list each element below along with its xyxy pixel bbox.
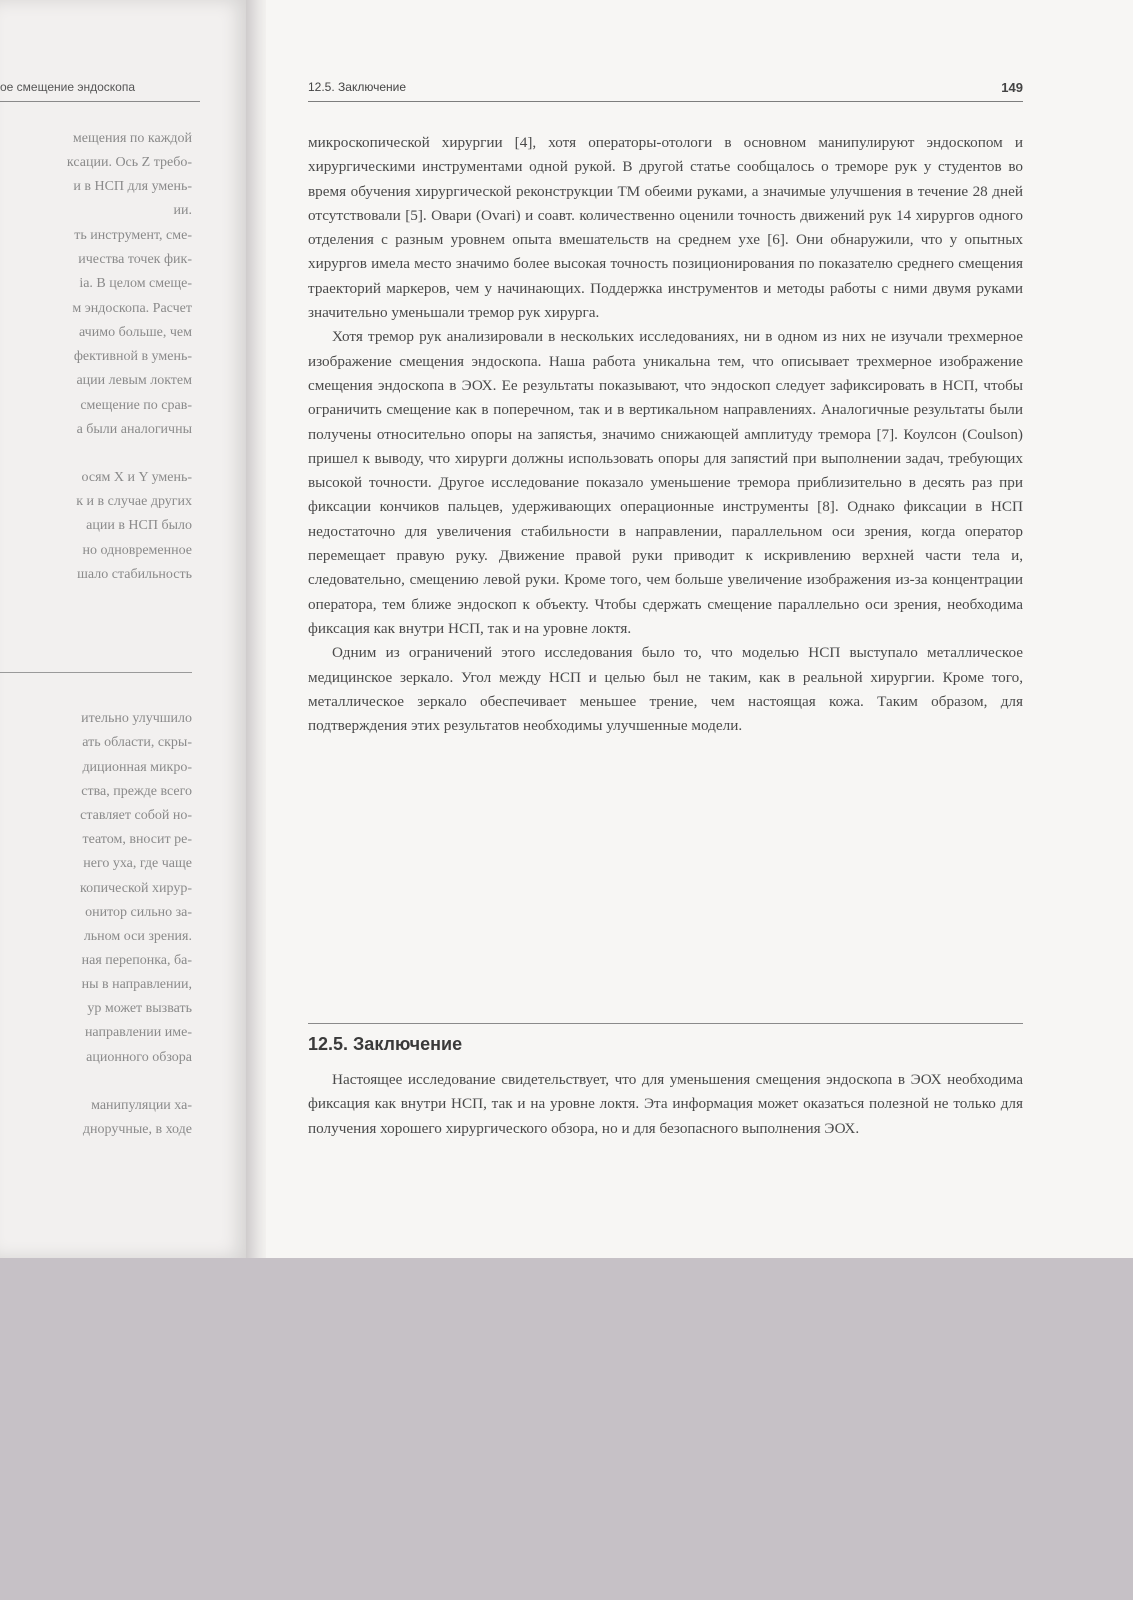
paragraph-1: микроскопической хирургии [4], хотя операторы-отологи в основном манипулируют эндоскопом и хирургическими инструментами одной рукой. В другой статье сообщалось о треморе рук у студентов во время обучения хирургической реконструкции ТМ обеими руками, а значимые улучшения в течение 28 дней отсутствовали [5]. Овари (Ovari) и соавт. количественно оценили точность движений рук 14 хирургов одного отделения с разным уровнем опыта вмешательств на среднем ухе [6]. Они обнаружили, что у опытных хирургов имела место значимо более высокая точность позиционирования по показателю среднего смещения траекторий маркеров, чем у начинающих. Поддержка инструментов и методы работы с ними двумя руками значительно уменьшали тремор рук хирурга. [308,134,1023,322]
left-text-line: осям X и Y умень- [81,470,192,485]
left-text-line: дноручные, в ходе [82,1122,192,1137]
left-text-line: копической хирур- [80,881,192,896]
left-text-line: ации левым локтем [76,373,192,388]
left-header-rule [0,101,200,102]
left-text-line: онитор сильно за- [85,905,192,920]
conclusion-paragraph: Настоящее исследование свидетельствует, что для уменьшения смещения эндоскопа в ЭОХ необходима фиксация как внутри НСП, так и на уровне локтя. Эта информация может оказаться полезной не только для получения хорошего хирургического обзора, но и для безопасного выполнения ЭОХ. [308,1071,1023,1137]
left-text-line: диционная микро- [82,760,192,775]
left-text-line: ачимо больше, чем [79,325,192,340]
left-text-line: ии. [173,203,192,218]
left-text-line: ства, прежде всего [81,784,192,799]
left-text-line: направлении име- [84,1025,192,1040]
left-text-line: ны в направлении, [81,977,192,992]
left-text-line: но одновременное [82,543,192,558]
left-text-line: и в НСП для умень- [73,179,192,194]
paragraph-3: Одним из ограничений этого исследования было то, что моделью НСП выступало металлическое медицинское зеркало. Угол между НСП и целью был не таким, как в реальной хирургии. Кроме того, металлическое зеркало обеспечивает меньшее трение, чем настоящая кожа. Таким образом, для подтверждения этих результатов необходимы улучшенные модели. [308,644,1023,735]
section-title: 12.5. Заключение [308,1034,463,1054]
left-text-line: ксации. Ось Z требо- [66,155,192,170]
left-text-line: к и в случае других [76,494,192,509]
left-text-line: а были аналогичны [76,422,192,437]
left-section-rule [0,672,192,673]
left-text-line: шало стабильность [77,567,192,582]
left-text-line: ичества точек фик- [78,252,192,267]
left-text-line: ур может вызвать [87,1001,192,1016]
left-text-line: манипуляции ха- [91,1098,192,1113]
book-gutter [246,0,268,1258]
paragraph-2: Хотя тремор рук анализировали в нескольких исследованиях, ни в одном из них не изучали трехмерное изображение смещения эндоскопа. Наша работа уникальна тем, что описывает трехмерное изображение смещения эндоскопа в ЭОХ. Ее результаты показывают, что эндоскоп следует зафиксировать в НСП, чтобы ограничить смещение как в поперечном, так и в вертикальном направлениях. Аналогичные результаты были получены относительно опоры на запястья, значимо снижающей амплитуду тремора [7]. Коулсон (Coulson) пришел к выводу, что хирурги должны использовать опоры для запястий при выполнении задач, требующих высокой точности. Другое исследование показало уменьшение тремора приблизительно в десять раз при фиксации кончиков пальцев, удерживающих операционные инструменты [8]. Однако фиксации в НСП недостаточно для увеличения стабильности в направлении, параллельном оси зрения, когда оператор перемещает правую руку. Движение правой руки приводит к искривлению верхней части тела и, следовательно, смещению левой руки. Кроме того, чем больше увеличение изображения из-за концентрации оператора, тем ближе эндоскоп к объекту. Чтобы сдержать смещение параллельно оси зрения, необходима фиксация как внутри НСП, так и на уровне локтя. [308,328,1023,637]
left-text-line: ть инструмент, сме- [74,228,192,243]
left-text-line: мещения по каждой [72,131,192,146]
left-page [0,0,250,1258]
running-header [308,80,1023,94]
left-text-line: смещение по срав- [80,398,192,413]
left-text-line: льном оси зрения. [83,929,192,944]
left-text-line: ная перепонка, ба- [81,953,192,968]
left-text-line: ia. В целом смеще- [79,276,192,291]
left-text-line: ации в НСП было [86,518,192,533]
left-running-header: ое смещение эндоскопа [0,80,136,94]
left-text-line: театом, вносит ре- [82,832,192,847]
left-text-line: ационного обзора [86,1050,192,1065]
left-text-line: фективной в умень- [73,349,192,364]
left-text-line: ать области, скры- [82,735,192,750]
running-header-title: 12.5. Заключение [308,80,406,94]
page-number: 149 [1001,80,1023,95]
left-text-line: м эндоскопа. Расчет [72,301,192,316]
body-text [308,131,1023,738]
header-rule [308,101,1023,102]
section-rule [308,1023,1023,1024]
left-text-line: ставляет собой но- [80,808,192,823]
left-text-line: него уха, где чаще [83,856,192,871]
left-text-line: ительно улучшило [81,711,192,726]
